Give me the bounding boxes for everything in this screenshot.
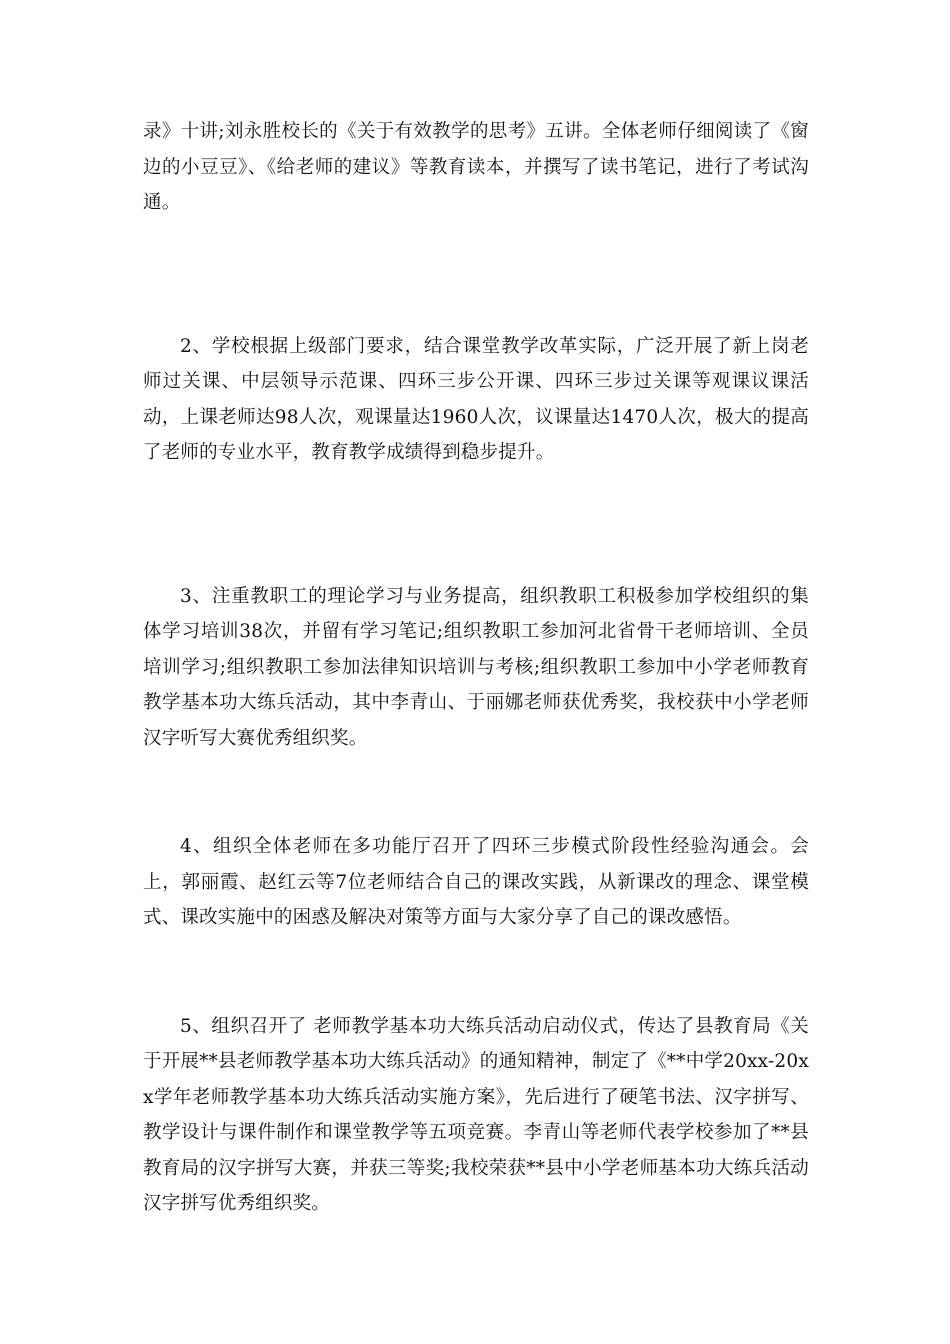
paragraph-reading-summary: 录》十讲;刘永胜校长的《关于有效教学的思考》五讲。全体老师仔细阅读了《窗边的小豆豆》、《给老师的建议》等教育读本，并撰写了读书笔记，进行了考试沟通。 (143, 121, 809, 213)
paragraph-item-4-experience-meeting: 4、组织全体老师在多功能厅召开了四环三步模式阶段性经验沟通会。会上，郭丽霞、赵红云等7位老师结合自己的课改实践，从新课改的理念、课堂模式、课改实施中的困惑及解决对策等方面与大家分享了自己的课改感悟。 (143, 836, 809, 928)
paragraph-item-2-lesson-observation: 2、学校根据上级部门要求，结合课堂教学改革实际，广泛开展了新上岗老师过关课、中层领导示范课、四环三步公开课、四环三步过关课等观课议课活动，上课老师达98人次，观课量达1960人次，议课量达1470人次，极大的提高了老师的专业水平，教育教学成绩得到稳步提升。 (143, 335, 809, 463)
document-page (143, 114, 809, 1222)
paragraph-item-5-skills-competition: 5、组织召开了 老师教学基本功大练兵活动启动仪式，传达了县教育局《关于开展**县老师教学基本功大练兵活动》的通知精神，制定了《**中学20xx-20xx学年老师教学基本功大练兵活动实施方案》，先后进行了硬笔书法、汉字拼写、教学设计与课件制作和课堂教学等五项竞赛。李青山等老师代表学校参加了**县教育局的汉字拼写大赛，并获三等奖;我校荣获**县中小学老师基本功大练兵活动汉字拼写优秀组织奖。 (143, 1015, 810, 1214)
paragraph-item-3-staff-training: 3、注重教职工的理论学习与业务提高，组织教职工积极参加学校组织的集体学习培训38次，并留有学习笔记;组织教职工参加河北省骨干老师培训、全员培训学习;组织教职工参加法律知识培训与考核;组织教职工参加中小学老师教育教学基本功大练兵活动，其中李青山、于丽娜老师获优秀奖，我校获中小学老师汉字听写大赛优秀组织奖。 (143, 585, 809, 749)
